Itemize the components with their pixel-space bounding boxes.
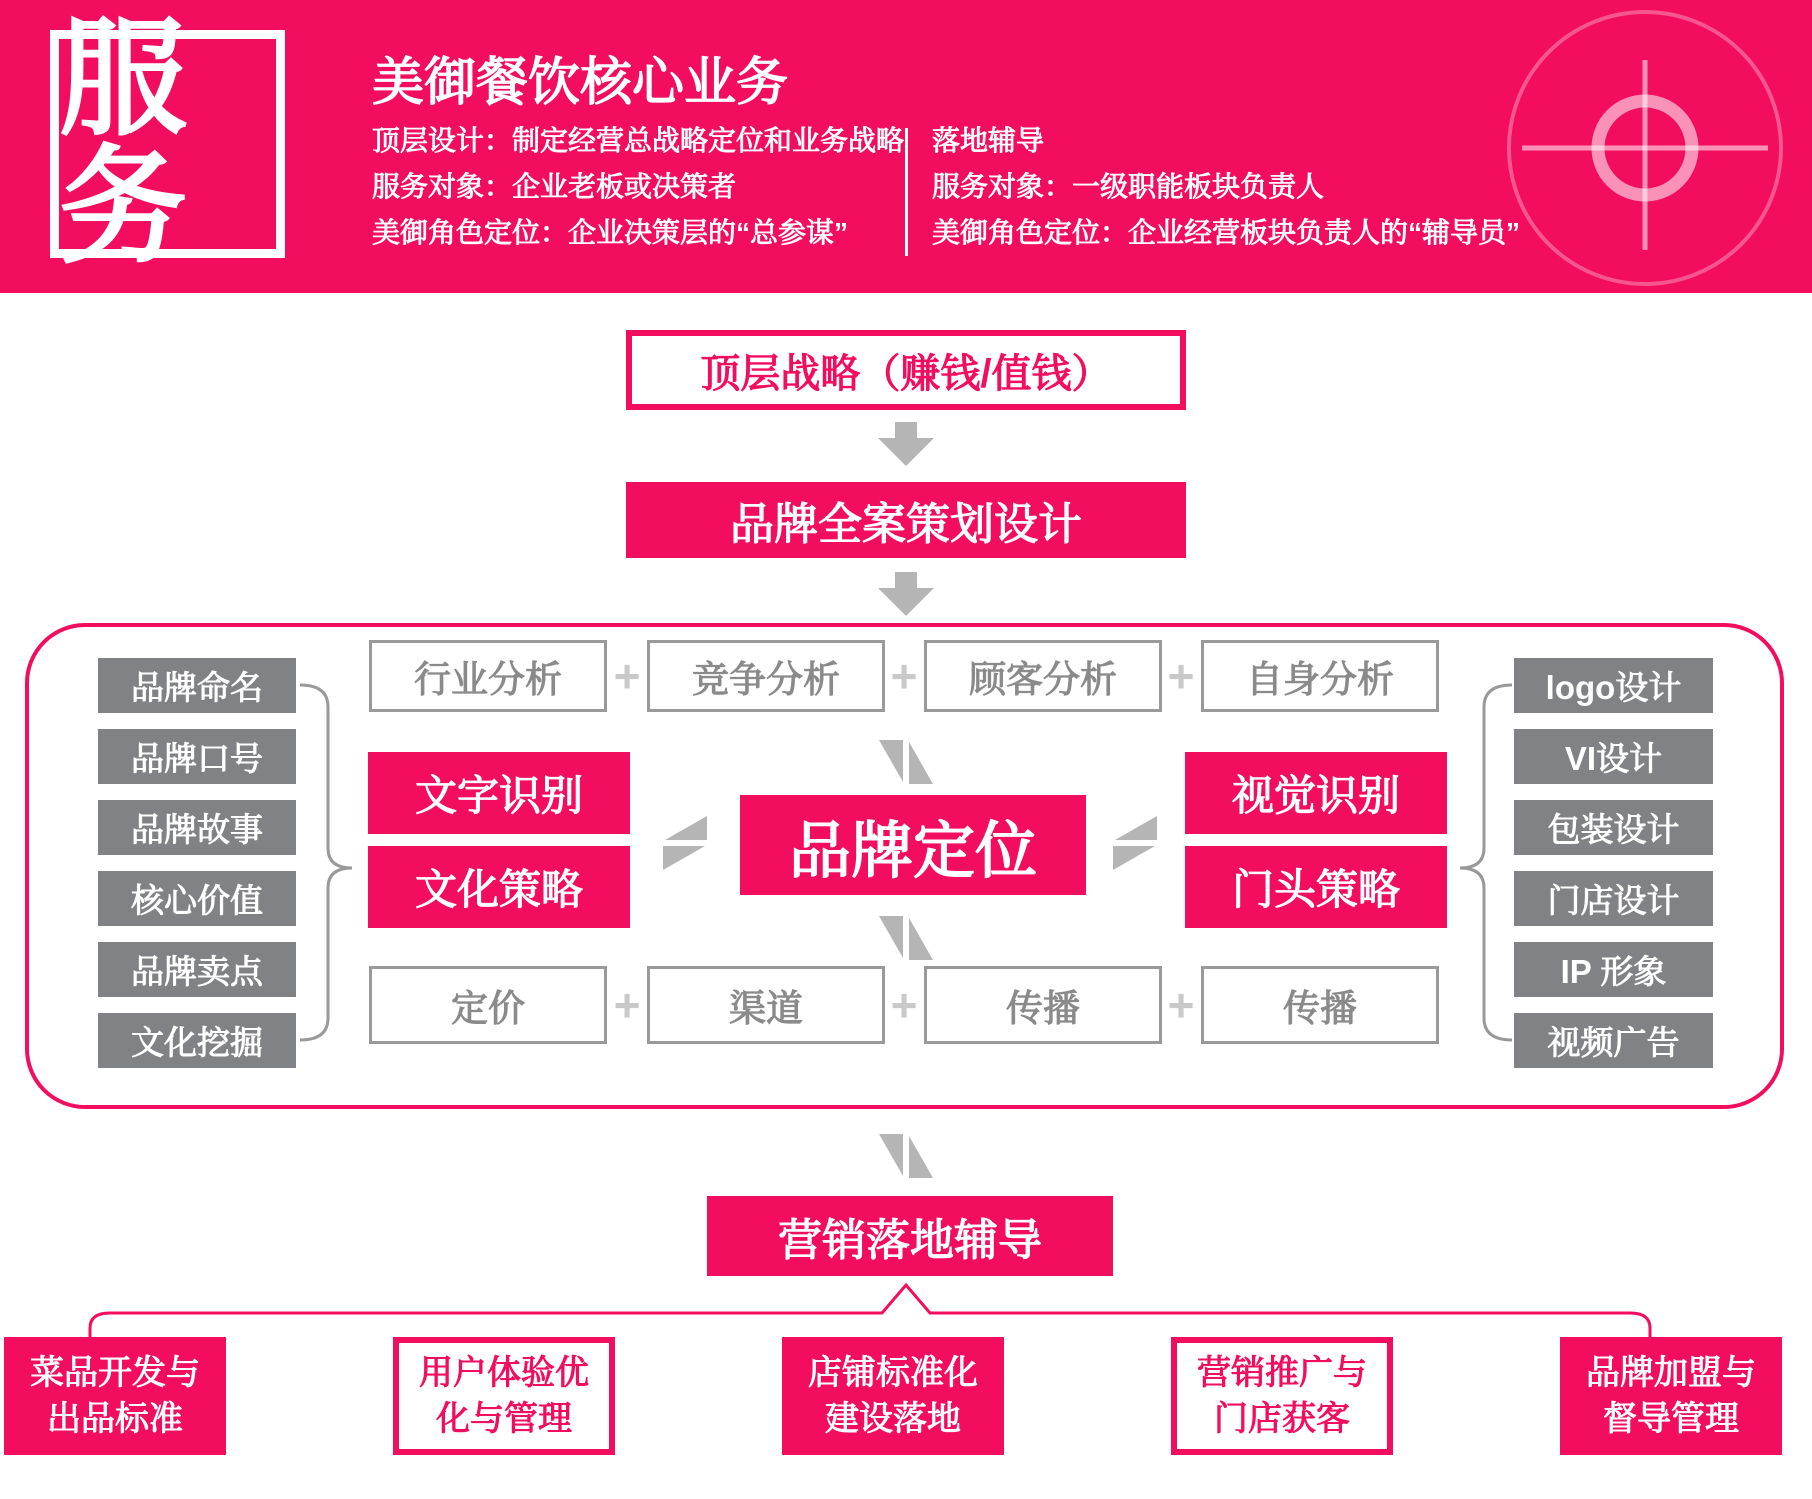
right-stack-label: IP 形象: [1560, 953, 1667, 990]
left-stack-label: 品牌口号: [131, 740, 263, 777]
service-badge: [50, 8, 285, 279]
top-strategy-box: [626, 330, 1186, 410]
text-identity-box: [368, 752, 630, 834]
right-stack-label: logo设计: [1545, 669, 1682, 706]
brand-plan-box: [626, 482, 1186, 558]
storefront-strategy-box: [1185, 846, 1447, 928]
footer-label-line: 建设落地: [825, 1400, 961, 1438]
analysis-box: [924, 640, 1162, 712]
footer-label-line: 用户体验优: [419, 1354, 589, 1392]
right-stack-item: [1514, 942, 1713, 997]
left-stack-item: [98, 1013, 296, 1068]
footer-label-line: 门店获客: [1214, 1400, 1350, 1438]
left-stack-label: 品牌故事: [131, 811, 263, 848]
footer-label-line: 菜品开发与: [30, 1354, 200, 1392]
marketing-label: 传播: [1006, 988, 1080, 1029]
brand-plan-label: 品牌全案策划设计: [730, 500, 1082, 549]
plus-sign: +: [613, 979, 641, 1031]
analysis-label: 行业分析: [414, 659, 562, 700]
plus-sign: +: [1167, 650, 1195, 702]
left-brace: [296, 655, 366, 1065]
brand-positioning-box: [740, 795, 1086, 895]
marketing-box: [369, 966, 607, 1044]
right-stack-label: 门店设计: [1547, 882, 1680, 919]
plus-sign: +: [1167, 979, 1195, 1031]
plus-sign: +: [890, 650, 918, 702]
footer-label-line: 督导管理: [1603, 1400, 1739, 1438]
left-stack-label: 文化挖掘: [131, 1024, 263, 1061]
culture-strategy-box: [368, 846, 630, 928]
header-divider: [905, 128, 908, 256]
header-left-line: 服务对象：企业老板或决策者: [372, 171, 737, 202]
plus-sign: +: [613, 650, 641, 702]
analysis-label: 自身分析: [1246, 659, 1394, 700]
marketing-label: 定价: [451, 988, 525, 1029]
swap-vertical-icon: [878, 734, 934, 790]
marketing-coaching-label: 营销落地辅导: [778, 1216, 1042, 1265]
analysis-label: 竞争分析: [692, 659, 840, 700]
footer-connector-brace: [0, 1278, 1812, 1340]
right-brace: [1446, 655, 1516, 1065]
swap-vertical-icon: [878, 1128, 934, 1184]
visual-identity-box: [1185, 752, 1447, 834]
header-left-description: [372, 118, 904, 256]
swap-horizontal-icon: [1107, 815, 1163, 871]
marketing-box: [1201, 966, 1439, 1044]
left-stack-label: 品牌命名: [131, 669, 263, 706]
header-right-description: [932, 118, 1520, 256]
left-stack-item: [98, 729, 296, 784]
text-identity-label: 文字识别: [414, 772, 583, 819]
target-crosshair-icon: [1482, 0, 1812, 293]
footer-box-user-experience: [393, 1337, 615, 1455]
visual-identity-label: 视觉识别: [1231, 772, 1400, 819]
page-title: 美御餐饮核心业务: [372, 54, 789, 112]
header-left-line: 顶层设计：制定经营总战略定位和业务战略: [372, 125, 905, 156]
footer-box-store-standardization: [782, 1337, 1004, 1455]
footer-box-franchise: [1560, 1337, 1782, 1455]
footer-label-line: 品牌加盟与: [1586, 1354, 1756, 1392]
service-badge-label: 服务: [59, 8, 182, 279]
down-arrow-icon: [878, 572, 934, 616]
right-stack-item: [1514, 871, 1713, 926]
header-right-line: 落地辅导: [932, 125, 1045, 156]
right-stack-item: [1514, 1013, 1713, 1068]
footer-box-dishes: [4, 1337, 226, 1455]
storefront-strategy-label: 门头策略: [1231, 866, 1400, 913]
right-stack-item: [1514, 800, 1713, 855]
right-stack-label: 包装设计: [1547, 811, 1680, 848]
marketing-label: 传播: [1283, 988, 1357, 1029]
left-stack-item: [98, 658, 296, 713]
footer-label-line: 化与管理: [436, 1400, 572, 1438]
swap-vertical-icon: [878, 910, 934, 966]
left-stack-label: 品牌卖点: [131, 953, 263, 990]
top-strategy-label: 顶层战略（赚钱/值钱）: [700, 351, 1112, 396]
right-stack-item: [1514, 658, 1713, 713]
analysis-box: [369, 640, 607, 712]
header-banner: [0, 0, 1812, 293]
footer-label-line: 营销推广与: [1197, 1354, 1367, 1392]
left-stack-item: [98, 942, 296, 997]
left-stack-item: [98, 871, 296, 926]
plus-sign: +: [890, 979, 918, 1031]
marketing-coaching-box: [707, 1196, 1113, 1276]
left-stack-item: [98, 800, 296, 855]
footer-label-line: 店铺标准化: [808, 1354, 978, 1392]
marketing-box: [924, 966, 1162, 1044]
right-stack-label: VI设计: [1564, 740, 1663, 777]
analysis-label: 顾客分析: [969, 659, 1117, 700]
header-right-line: 美御角色定位：企业经营板块负责人的“辅导员”: [932, 217, 1521, 248]
marketing-box: [647, 966, 885, 1044]
footer-box-promotion: [1171, 1337, 1393, 1455]
analysis-box: [647, 640, 885, 712]
footer-label-line: 出品标准: [47, 1400, 183, 1438]
left-stack-label: 核心价值: [131, 882, 263, 919]
analysis-box: [1201, 640, 1439, 712]
marketing-label: 渠道: [729, 988, 803, 1029]
culture-strategy-label: 文化策略: [414, 866, 583, 913]
swap-horizontal-icon: [657, 815, 713, 871]
brand-positioning-label: 品牌定位: [788, 816, 1037, 886]
right-stack-label: 视频广告: [1547, 1024, 1680, 1061]
right-stack-item: [1514, 729, 1713, 784]
header-right-line: 服务对象：一级职能板块负责人: [932, 171, 1325, 202]
header-left-line: 美御角色定位：企业决策层的“总参谋”: [372, 217, 849, 248]
down-arrow-icon: [878, 422, 934, 466]
